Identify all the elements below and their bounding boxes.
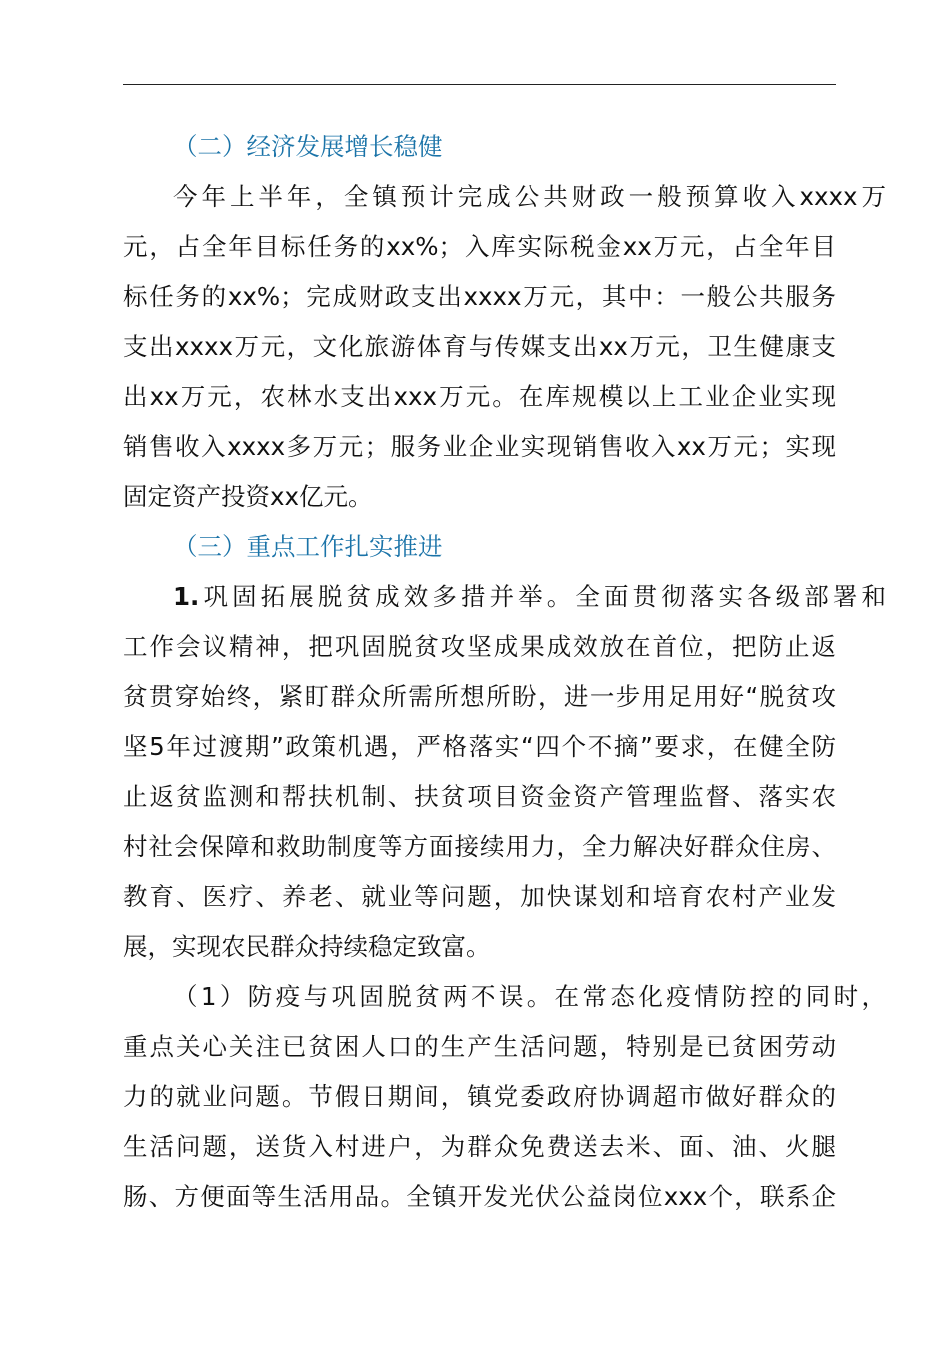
paragraph-line: 止返贫监测和帮扶机制、扶贫项目资金资产管理监督、落实农 [123,782,836,811]
item-1-text: 巩固拓展脱贫成效多措并举。全面贯彻落实各级部署和 [199,582,886,611]
header-rule [123,84,836,85]
section-heading-key-work: （三）重点工作扎实推进 [173,532,443,561]
item-1-first-line [123,572,886,622]
paragraph-line: 贫贯穿始终，紧盯群众所需所想所盼，进一步用足用好“脱贫攻 [123,682,836,711]
paragraph-line: 教育、医疗、养老、就业等问题，加快谋划和培育农村产业发 [123,882,836,911]
paragraph-line: 工作会议精神，把巩固脱贫攻坚成果成效放在首位，把防止返 [123,632,836,661]
item-1-number: 1. [173,582,200,611]
paragraph-line: 展，实现农民群众持续稳定致富。 [123,932,491,961]
paragraph-line: 元，占全年目标任务的xx%；入库实际税金xx万元，占全年目 [123,232,836,261]
paragraph-line: 支出xxxx万元，文化旅游体育与传媒支出xx万元，卫生健康支 [123,332,836,361]
paragraph-line: 坚5年过渡期”政策机遇，严格落实“四个不摘”要求，在健全防 [123,732,836,761]
paragraph-line: 出xx万元，农林水支出xxx万元。在库规模以上工业企业实现 [123,382,836,411]
paragraph-line: 重点关心关注已贫困人口的生产生活问题，特别是已贫困劳动 [123,1032,836,1061]
paragraph-line: 肠、方便面等生活用品。全镇开发光伏公益岗位xxx个，联系企 [123,1182,836,1211]
paragraph-line: 销售收入xxxx多万元；服务业企业实现销售收入xx万元；实现 [123,432,836,461]
paragraph-line: 村社会保障和救助制度等方面接续用力，全力解决好群众住房、 [123,832,836,861]
sub-item-1-first-line: （1）防疫与巩固脱贫两不误。在常态化疫情防控的同时， [173,982,886,1011]
paragraph-line: 力的就业问题。节假日期间，镇党委政府协调超市做好群众的 [123,1082,836,1111]
paragraph-line: 生活问题，送货入村进户，为群众免费送去米、面、油、火腿 [123,1132,836,1161]
paragraph-line: 固定资产投资xx亿元。 [123,482,373,511]
section-heading-economy: （二）经济发展增长稳健 [173,132,443,161]
paragraph-line: 标任务的xx%；完成财政支出xxxx万元，其中：一般公共服务 [123,282,836,311]
paragraph-line: 今年上半年，全镇预计完成公共财政一般预算收入xxxx万 [173,182,886,211]
